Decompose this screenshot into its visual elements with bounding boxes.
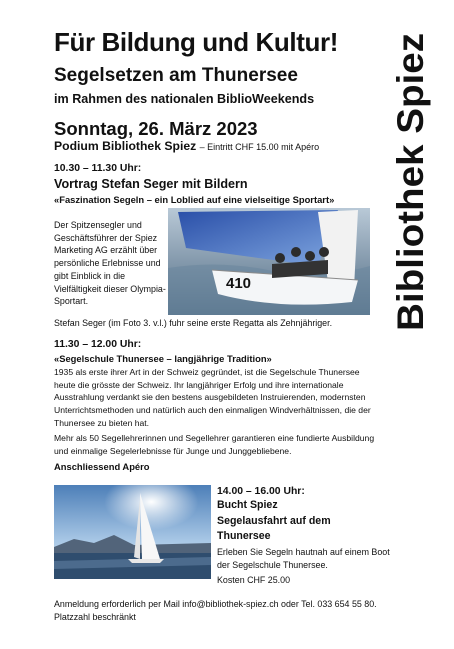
event-series-tagline: im Rahmen des nationalen BiblioWeekends	[54, 92, 315, 106]
event3-title	[217, 498, 331, 545]
event2-instructors: Mehr als 50 Segellehrerinnen und Segellehrer garantieren eine fundierte Ausbildung und einmalige Segelerlebnisse für Junge und Junggebliebene.	[54, 433, 375, 456]
sailboat-sunset-photo	[54, 485, 211, 579]
event-date: Sonntag, 26. März 2023	[54, 118, 258, 139]
limited-seats-note: Platzzahl beschränkt	[54, 612, 136, 622]
venue-line	[54, 139, 319, 153]
photo-caption: Stefan Seger (im Foto 3. v.l.) fuhr seine erste Regatta als Zehnjähriger.	[54, 318, 333, 328]
event3-title-line3: Thunersee	[217, 530, 271, 542]
event2-time: 11.30 – 12.00 Uhr:	[54, 339, 142, 350]
logo-text: Bibliothek Spiez	[390, 45, 431, 331]
event2-subtitle: «Segelschule Thunersee – langjährige Tradition»	[54, 353, 272, 364]
main-headline: Für Bildung und Kultur!	[54, 27, 338, 57]
bibliothek-spiez-logo	[390, 28, 432, 333]
event2-apero: Anschliessend Apéro	[54, 461, 150, 472]
event-series-title: Segelsetzen am Thunersee	[54, 65, 298, 86]
event1-title: Vortrag Stefan Seger mit Bildern	[54, 177, 248, 191]
event2-description: 1935 als erste ihrer Art in der Schweiz gegründet, ist die Segelschule Thunersee heute die grösste der Schweiz. Ihr langjähriger Erfolg und ihre internationale Ausstrahlung verdankt sie den bestens ausgebildeten Instruierenden, modernsten Unterrichtsmethoden und natürlich auch den einmaligen Windverhältnissen, die der Thunersee zu bieten hat.	[54, 367, 371, 428]
event3-description: Erleben Sie Segeln hautnah auf einem Boot der Segelschule Thunersee.	[217, 547, 390, 570]
event3-title-line1: Bucht Spiez	[217, 499, 278, 511]
sail-number: 410	[226, 275, 252, 292]
registration-info: Anmeldung erforderlich per Mail info@bibliothek-spiez.ch oder Tel. 033 654 55 80.	[54, 599, 377, 609]
sailboat-race-photo	[168, 208, 370, 315]
event3-cost: Kosten CHF 25.00	[217, 575, 291, 585]
event1-description: Der Spitzensegler und Geschäftsführer der Spiez Marketing AG erzählt über persönliche Erlebnisse und gibt Einblick in die Vielfältigkeit dieser Olympia-Sportart.	[54, 220, 166, 307]
venue-name: Podium Bibliothek Spiez	[54, 139, 197, 153]
event1-time: 10.30 – 11.30 Uhr:	[54, 163, 142, 174]
event1-subtitle: «Faszination Segeln – ein Loblied auf eine vielseitige Sportart»	[54, 194, 335, 205]
event3-time: 14.00 – 16.00 Uhr:	[217, 486, 305, 497]
entry-fee: – Eintritt CHF 15.00 mit Apéro	[199, 142, 320, 152]
event3-title-line2: Segelausfahrt auf dem	[217, 514, 331, 527]
